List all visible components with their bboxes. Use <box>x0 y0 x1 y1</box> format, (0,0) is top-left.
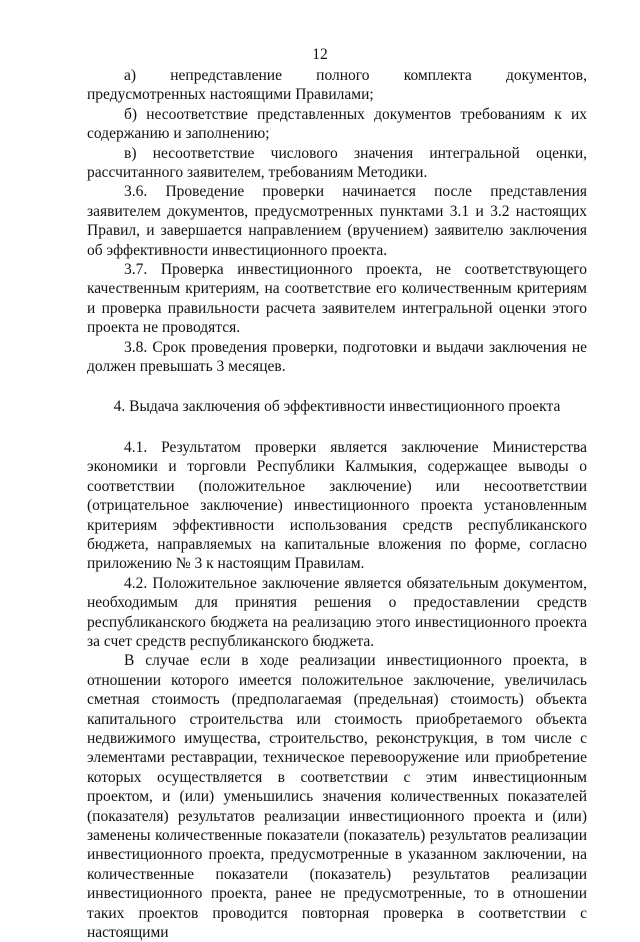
paragraph: 3.7. Проверка инвестиционного проекта, не соответствующего качественным критериям, на соответствие его количественным критериям и проверка правильности расчета заявителем интегральной оценки этого проекта не проводятся. <box>87 261 587 337</box>
paragraph: 3.6. Проведение проверки начинается после представления заявителем документов, предусмотренных пунктами 3.1 и 3.2 настоящих Правил, и завершается направлением (вручением) заявителю заключения об эффективности инвестиционного проекта. <box>87 183 587 259</box>
paragraph: 4.1. Результатом проверки является заключение Министерства экономики и торговли Республики Калмыкия, содержащее выводы о соответствии (положительное заключение) или несоответствии (отрицательное заключение) инвестиционного проекта установленным критериям эффективности использования средств республиканского бюджета, направляемых на капитальные вложения по форме, согласно приложению № 3 к настоящим Правилам. <box>87 438 587 573</box>
paragraph: 3.8. Срок проведения проверки, подготовки и выдачи заключения не должен превышать 3 месяцев. <box>87 338 587 376</box>
paragraph: в) несоответствие числового значения интегральной оценки, рассчитанного заявителем, требованиям Методики. <box>87 144 587 182</box>
paragraph: б) несоответствие представленных документов требованиям к их содержанию и заполнению; <box>87 105 587 143</box>
paragraph: а) непредставление полного комплекта документов, предусмотренных настоящими Правилами; <box>87 67 587 104</box>
section-heading: 4. Выдача заключения об эффективности инвестиционного проекта <box>113 397 561 415</box>
paragraph: В случае если в ходе реализации инвестиционного проекта, в отношении которого имеется положительное заключение, увеличилась сметная стоимость (предполагаемая (предельная) стоимость) объекта капитального строительства или стоимость приобретаемого объекта недвижимого имущества, строительство, реконструкция, в том числе с элементами реставрации, техническое перевооружение или приобретение которых осуществляется в соответствии с этим инвестиционным проектом, и (или) уменьшились значения количественных показателей (показателя) результатов реализации инвестиционного проекта и (или) заменены количественные показатели (показатель) результатов реализации инвестиционного проекта, предусмотренные в указанном заключении, на количественные показатели (показатель) результатов реализации инвестиционного проекта, ранее не предусмотренные, то в отношении таких проектов проводится повторная проверка в соответствии с настоящими <box>87 652 587 942</box>
page-number: 12 <box>312 46 328 63</box>
document-body <box>87 66 587 942</box>
paragraph: 4.2. Положительное заключение является обязательным документом, необходимым для принятия решения о предоставлении средств республиканского бюджета на реализацию этого инвестиционного проекта за счет средств республиканского бюджета. <box>87 574 587 650</box>
